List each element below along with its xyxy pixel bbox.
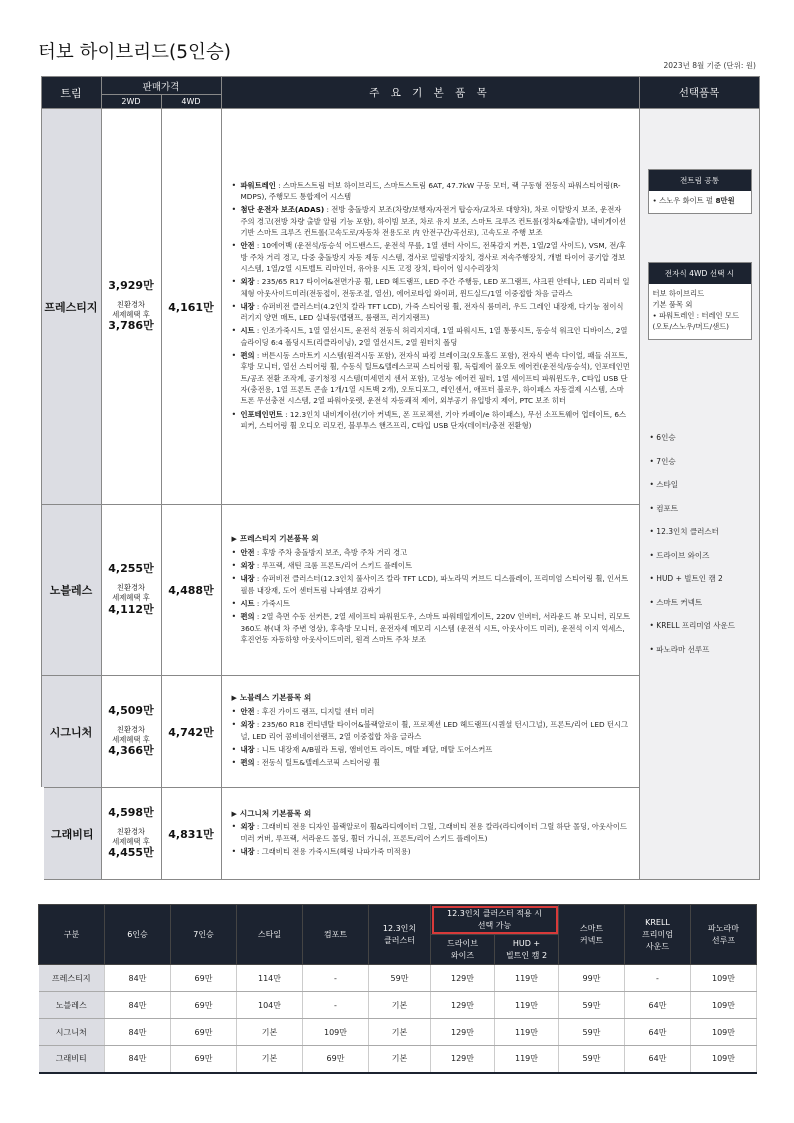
feature-item: • 안전 : 후진 가이드 램프, 디지털 센터 미러 (232, 706, 631, 717)
feature-item: • 편의 : 2열 측면 수동 선커튼, 2열 세이프티 파워윈도우, 스마트 파워테일게이트, 220V 인버터, 서라운드 뷰 모니터, 리모트 360도 뷰(내 차 주변 영상), 후측방 모니터, 운전자세 메모리 시스템 (운전석 시트, 아웃사이드 미러), 운전석 이지 억세스, 후진연동 자동하향 아웃사이드미러, 원격 스마트 주차 보조 (232, 611, 631, 645)
tax-note-line1: 친환경차 (116, 724, 146, 734)
table-cell: 59만 (559, 1046, 625, 1073)
table-cell: 114만 (237, 965, 303, 992)
features-prestige (221, 109, 639, 505)
price-4wd-noblesse: 4,488만 (161, 505, 221, 676)
header-six-seat: 6인승 (105, 905, 171, 965)
triangle-right-icon: ▶ (231, 694, 237, 703)
option-list-item: • 스마트 커넥트 (649, 597, 703, 607)
feature-item: • 내장 : 슈퍼비전 클러스터(12.3인치 풀사이즈 칼라 TFT LCD), 파노라믹 커브드 디스플레이, 프리미엄 스티어링 휠, 인서트 필름 내장재, 도어 센터트림 나파엠보 감싸기 (232, 573, 631, 596)
table-cell: 109만 (303, 1019, 369, 1046)
table-cell: 104만 (237, 992, 303, 1019)
tax-note-line2: 세제혜택 후 (112, 734, 150, 744)
feature-item: • 안전 : 후방 주차 충돌방지 보조, 측방 주차 거리 경고 (232, 547, 631, 558)
table-cell: 69만 (171, 992, 237, 1019)
table-cell: 기본 (237, 1046, 303, 1073)
price-2wd-after-tax: 3,786만 (108, 319, 154, 333)
table-cell: 109만 (691, 1019, 757, 1046)
table-cell: 129만 (431, 1046, 495, 1073)
option-list-item: • KRELL 프리미엄 사운드 (649, 621, 736, 630)
option-box-4wd (648, 262, 752, 340)
option-list-item: • 스타일 (649, 480, 679, 489)
table-cell: 59만 (369, 965, 431, 992)
tax-note-line1: 친환경차 (116, 826, 146, 836)
table-cell: 109만 (691, 965, 757, 992)
triangle-right-icon: ▶ (231, 534, 237, 543)
table-row (39, 992, 757, 1019)
table-cell: 119만 (495, 965, 559, 992)
table-cell: 시그니처 (39, 1019, 105, 1046)
table-cell: - (625, 965, 691, 992)
option-box-common-body: • 스노우 화이트 펄 8만원 (652, 196, 735, 205)
header-category: 구분 (39, 905, 105, 965)
table-cell: 129만 (431, 992, 495, 1019)
price-4wd-prestige: 4,161만 (161, 109, 221, 505)
header-2wd: 2WD (101, 95, 161, 109)
table-cell: 109만 (691, 992, 757, 1019)
table-cell: 64만 (625, 992, 691, 1019)
tax-note-line1: 친환경차 (116, 583, 146, 593)
price-2wd-prestige (101, 109, 161, 505)
header-seven-seat: 7인승 (171, 905, 237, 965)
trim-features-table (38, 76, 760, 880)
date-note: 2023년 8월 기준 (단위: 원) (663, 61, 756, 70)
feature-item: • 내장 : 슈퍼비전 클러스터(4.2인치 칼라 TFT LCD), 가죽 스티어링 휠, 전자식 룸미러, 우드 그레인 내장재, 다기능 점이식 러기지 양면 매트, LED 실내등(맵램프, 룸램프, 러기지램프) (232, 301, 631, 324)
features-heading: ▶ 프레스티지 기본품목 외 (231, 533, 319, 543)
option-price-table (38, 904, 757, 1074)
header-style: 스타일 (237, 905, 303, 965)
table-cell: 기본 (369, 992, 431, 1019)
header-krell: KRELL 프리미엄 사운드 (625, 905, 691, 965)
features-heading: ▶ 노블레스 기본품목 외 (231, 693, 312, 703)
price-2wd-after-tax: 4,455만 (108, 846, 154, 860)
table-cell: 기본 (369, 1046, 431, 1073)
price-2wd-gravity (101, 788, 161, 880)
feature-item: • 내장 : 그래비티 전용 가죽시트(헤링 나파가죽 미적용) (232, 846, 631, 857)
table-cell: 119만 (495, 1019, 559, 1046)
header-cluster: 12.3인치 클러스터 (369, 905, 431, 965)
trim-name-gravity: 그래비티 (41, 788, 101, 880)
tax-note-line2: 세제혜택 후 (112, 836, 150, 846)
table-cell: 64만 (625, 1019, 691, 1046)
option-box-common (648, 169, 752, 214)
table-cell: 64만 (625, 1046, 691, 1073)
price-2wd-value: 4,255만 (108, 562, 154, 576)
header-cluster-group: 12.3인치 클러스터 적용 시 선택 가능 (431, 905, 559, 935)
table-row (39, 965, 757, 992)
feature-item: • 안전 : 10에어백 (운전석/동승석 어드밴스드, 운전석 무릎, 1열 센터 사이드, 전복감지 커튼, 1열/2열 사이드), VSM, 전/후방 주차 거리 경고, 다중 충돌방지 자동 제동 시스템, 경사로 밀림방지장치, 경사로 저속주행장치, 개별 타이어 공기압 경보 시스템, 1열/2열 시트벨트 리마인더, 유아용 시트 고정 장치, 타이어 임시수리장치 (232, 240, 631, 274)
table-cell: 119만 (495, 992, 559, 1019)
page-title: 터보 하이브리드(5인승) (38, 42, 231, 63)
price-2wd-value: 4,509만 (108, 703, 154, 717)
table-cell: 129만 (431, 965, 495, 992)
tax-note-line1: 친환경차 (116, 299, 146, 309)
price-2wd-after-tax: 4,366만 (108, 744, 154, 758)
header-features: 주 요 기 본 품 목 (221, 77, 639, 109)
option-list-item: • 7인승 (649, 456, 676, 466)
table-cell: 69만 (171, 965, 237, 992)
price-4wd-signature: 4,742만 (161, 676, 221, 788)
header-comfort: 컴포트 (303, 905, 369, 965)
price-2wd-signature (101, 676, 161, 788)
option-list-item: • 컴포트 (649, 503, 679, 513)
table-cell: 99만 (559, 965, 625, 992)
table-cell: - (303, 965, 369, 992)
tax-note-line2: 세제혜택 후 (112, 309, 150, 319)
table-cell: - (303, 992, 369, 1019)
header-hud: HUD + 빌트인 캠 2 (495, 935, 559, 965)
features-gravity (221, 788, 639, 880)
tax-note-line2: 세제혜택 후 (112, 593, 150, 602)
header-options: 선택품목 (639, 77, 759, 109)
option-list-item: • 드라이브 와이즈 (649, 550, 710, 560)
trim-name-signature: 시그니처 (41, 676, 101, 788)
table-cell: 69만 (303, 1046, 369, 1073)
feature-item: • 편의 : 전동식 틸트&텔레스코픽 스티어링 휠 (232, 757, 631, 768)
option-box-4wd-header: 전자식 4WD 선택 시 (649, 263, 751, 284)
feature-item: • 첨단 운전자 보조(ADAS) : 전방 충돌방지 보조(차량/보행자/자전거 탑승자/교차로 대향차), 차로 이탈방지 보조, 운전자 주의 경고(전방 차량 출발 알림 기능 포함), 하이빔 보조, 차로 유지 보조, 스마트 크루즈 컨트롤(정차&재출발), 내비게이션 기반 스마트 크루즈 컨트롤(고속도로/자동차 전용도로 内 안전구간/곡선로), 고속도로 주행 보조 (232, 204, 631, 238)
table-cell: 노블레스 (39, 992, 105, 1019)
price-2wd-noblesse (101, 505, 161, 676)
price-2wd-value: 4,598만 (108, 805, 154, 819)
features-noblesse (221, 505, 639, 676)
features-heading: ▶ 시그니처 기본품목 외 (231, 808, 312, 818)
table-cell: 84만 (105, 1046, 171, 1073)
feature-item: • 인포테인먼트 : 12.3인치 내비게이션(기아 커넥트, 폰 프로젝션, 기아 카페이/e 하이패스), 무선 소프트웨어 업데이트, 6스피커, 스티어링 휠 오디오 리모컨, 블루투스 핸즈프리, C타입 USB 단자(데이터/충전 전환형) (232, 409, 631, 432)
feature-item: • 외장 : 235/65 R17 타이어&전면가공 휠, LED 헤드램프, LED 주간 주행등, LED 포그램프, 샤크핀 안테나, LED 리피터 일체형 아웃사이드미러(전동접이, 전동조절, 열선), 에어로타입 와이퍼, 윈드실드/1열 이중접합 차음 글라스 (232, 276, 631, 299)
option-list-item: • 6인승 (649, 433, 676, 442)
feature-item: • 외장 : 235/60 R18 컨티넨탈 타이어&블랙알로이 휠, 프로젝션 LED 헤드램프(시퀀셜 턴시그널), 프론트/리어 LED 턴시그널, LED 리어 콤비네이션램프, 2열 이중접합 차음 글라스 (232, 719, 631, 742)
table-row (39, 1046, 757, 1073)
feature-item: • 파워트레인 : 스마트스트림 터보 하이브리드, 스마트스트림 6AT, 47.7kW 구동 모터, 랙 구동형 전동식 파워스티어링(R-MDPS), 주행모드 통합제어 시스템 (232, 180, 631, 203)
header-drive-wise: 드라이브 와이즈 (431, 935, 495, 965)
feature-item: • 편의 : 버튼시동 스마트키 시스템(원격시동 포함), 전자식 파킹 브레이크(오토홀드 포함), 전자식 변속 다이얼, 패들 쉬프트, 후방 모니터, 열선 스티어링 휠, 수동식 틸트&텔레스코픽 스티어링 휠, 독립제어 풀오토 에어컨(운전석/동승석), 인포테인먼트/공조 전환 조작계, 공기청정 시스템(미세먼지 센서 포함), 고성능 에어컨 필터, 1열 세이프티 파워윈도우, C타입 USB 단자(충전용, 1열 프론트 콘솔 1개/1열 시트백 2개), 오토디포그, 레인센서, 애프터 블로우, 하이패스 자동결제 시스템, 스마트폰 무선충전 시스템, 2열 파워아웃렛, 운전석 자동쾌적 제어, 외부공기 유입방지 제어, PTC 보조 히터 (232, 350, 631, 406)
table-cell: 129만 (431, 1019, 495, 1046)
feature-item: • 외장 : 그래비티 전용 디자인 블랙알로이 휠&라디에이터 그릴, 그래비티 전용 칼라(라디에이터 그릴 하단 몰딩, 아웃사이드 미러 커버, 루프랙, 서라운드 몰딩, 휠더 가니쉬, 프론트/리어 스키드 플레이트) (232, 821, 631, 844)
table-cell: 84만 (105, 965, 171, 992)
table-cell: 59만 (559, 992, 625, 1019)
header-smart-connect: 스마트 커넥트 (559, 905, 625, 965)
header-4wd: 4WD (161, 95, 221, 109)
price-2wd-after-tax: 4,112만 (108, 602, 154, 616)
feature-item: • 시트 : 가죽시트 (232, 598, 631, 609)
feature-item: • 시트 : 인조가죽시트, 1열 열선시트, 운전석 전동식 허리지지대, 1열 파워시트, 1열 통풍시트, 동승석 워크인 디바이스, 2열 슬라이딩 6:4 폴딩시트(리클라이닝), 2열 열선시트, 2열 원터치 폴딩 (232, 325, 631, 348)
feature-item: • 내장 : 니트 내장재 A/B필라 트림, 앰비언트 라이트, 메탈 페달, 메탈 도어스커프 (232, 744, 631, 755)
header-panorama: 파노라마 선루프 (691, 905, 757, 965)
table-cell: 기본 (369, 1019, 431, 1046)
table-cell: 59만 (559, 1019, 625, 1046)
features-signature (221, 676, 639, 788)
table-cell: 프레스티지 (39, 965, 105, 992)
table-cell: 그래비티 (39, 1046, 105, 1073)
header-trim: 트림 (41, 77, 101, 109)
option-list (650, 434, 736, 669)
trim-name-noblesse: 노블레스 (41, 505, 101, 676)
trim-name-prestige: 프레스티지 (41, 109, 101, 505)
triangle-right-icon: ▶ (231, 809, 237, 818)
option-list-item: • HUD + 빌트인 캠 2 (649, 574, 723, 583)
table-cell: 기본 (237, 1019, 303, 1046)
option-list-item: • 12.3인치 클러스터 (649, 527, 719, 536)
table-row (39, 1019, 757, 1046)
price-2wd-value: 3,929만 (108, 278, 154, 292)
table-cell: 119만 (495, 1046, 559, 1073)
feature-item: • 외장 : 루프랙, 새틴 크롬 프론트/리어 스키드 플레이트 (232, 560, 631, 571)
table-cell: 109만 (691, 1046, 757, 1073)
table-cell: 69만 (171, 1019, 237, 1046)
table-cell: 84만 (105, 992, 171, 1019)
table-cell: 84만 (105, 1019, 171, 1046)
price-4wd-gravity: 4,831만 (161, 788, 221, 880)
option-box-common-header: 전트림 공통 (649, 170, 751, 191)
option-box-4wd-body: 터보 하이브리드 기본 품목 외 • 파워트레인 : 터레인 모드 (오토/스노우/머드/샌드) (652, 289, 740, 331)
option-list-item: • 파노라마 선루프 (649, 644, 710, 654)
options-column (639, 109, 759, 880)
header-price: 판매가격 (101, 77, 221, 95)
table-cell: 69만 (171, 1046, 237, 1073)
